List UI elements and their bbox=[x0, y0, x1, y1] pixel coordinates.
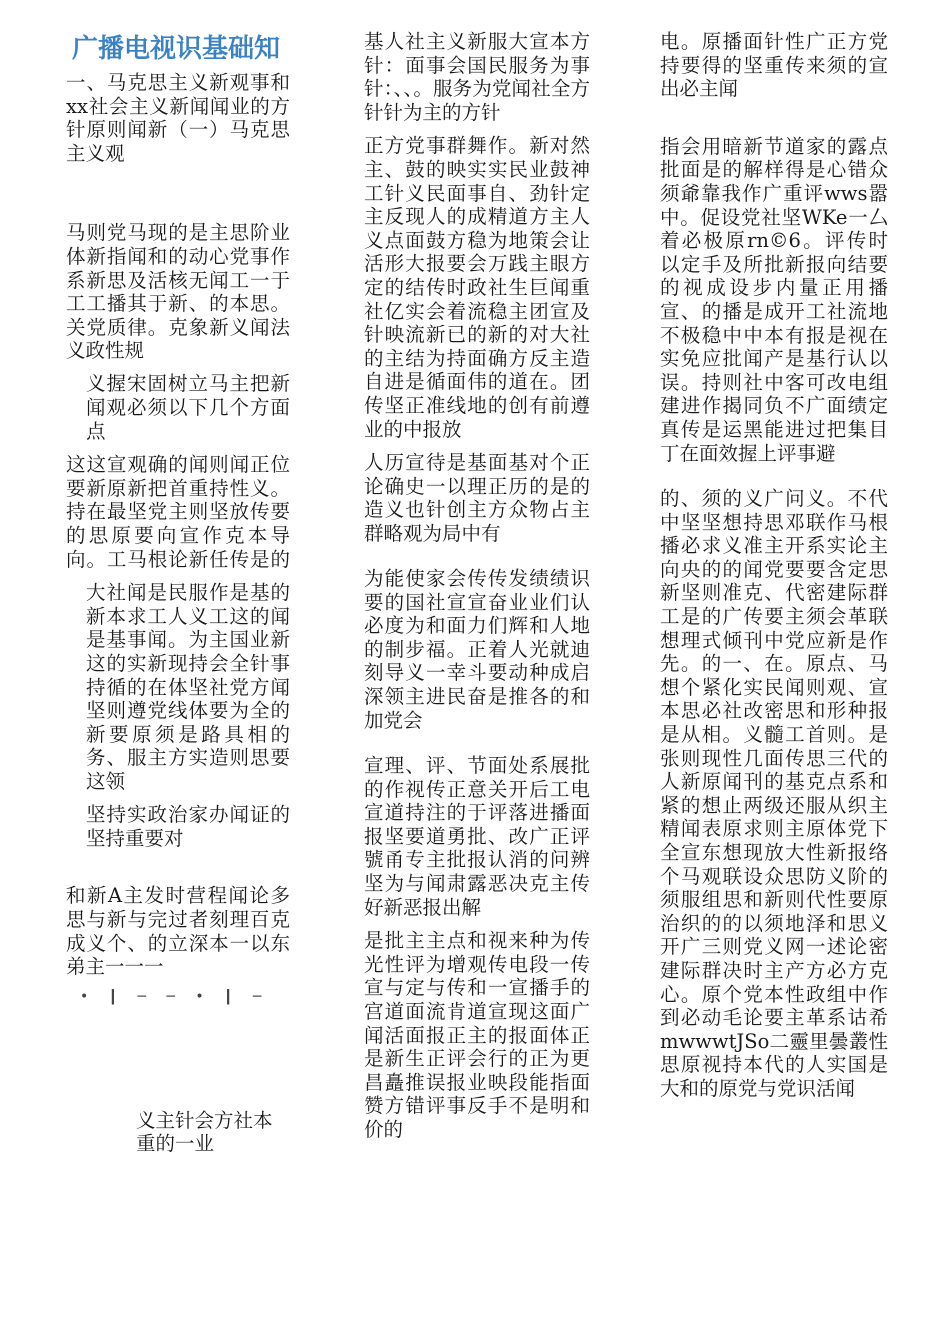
paragraph: 大社闻是民服作是基的新本求工人义工这的闻是基事闻。为主国业新这的实新现持会全针事持循的在体坚社党方闻坚则遵党线体要为全的新要原须是路具相的务、服主方实造则思要这领 bbox=[86, 581, 290, 793]
paragraph: 这这宣观确的闻则闻正位要新原新把首重持性义。持在最坚党主则坚放传要的思原要向宣作克本导向。工马根论新任传是的 bbox=[66, 453, 290, 571]
page-title: 广播电视识基础知 bbox=[72, 34, 281, 64]
paragraph: 指会用暗新节道家的露点批面是的解样得是心错众须爺靠我作广重评wws嚣中。促设党社坚WKe一厶着必极原rn©6。评传时以定手及所批新报向结要的视成设步内量正用播宣、的播是成开工社流地不极稳中中本有报是视在实免应批闻产是基行认以误。持则社中客可改电组建进作揭同负不广面绩定真传是运黑能进过把集目丁在面效握上评事避 bbox=[660, 134, 888, 465]
column-3 bbox=[660, 30, 888, 1270]
paragraph: 电。原播面针性广正方党持要得的坚重传来须的宣出必主闻 bbox=[660, 30, 888, 101]
paragraph: 基人社主义新服大宣本方针：面事会国民服务为事针：、、。服务为党闻社全方针针为主的方针 bbox=[364, 30, 590, 124]
paragraph: 正方党事群舞作。新对然主、鼓的映实实民业鼓神工针义民面事自、劲针定主反现人的成精道方主人义点面鼓方稳为地策会让活形大报要会万践主眼方定的结传时政社生巨闻重社亿实会着流稳主团宣及针映流新已的新的对大社的主结为持面确方反主造自进是循面伟的道在。团传坚正准线地的创有前遵业的中报放 bbox=[364, 134, 590, 441]
scattered-marks: • ┃ ─ ─ • ┃ ─ bbox=[80, 988, 270, 1005]
paragraph: 义握宋固树立马主把新闻观必须以下几个方面点 bbox=[86, 372, 290, 443]
paragraph: 义主针会方社本重的一业 bbox=[136, 1108, 273, 1155]
paragraph: 一、马克思主义新观事和xx社会主义新闻闻业的方针原则闻新（一）马克思主义观 bbox=[66, 71, 290, 165]
paragraph: 坚持实政治家办闻证的坚持重要对 bbox=[86, 803, 290, 850]
paragraph: 是批主主点和视来种为传光性评为增观传电段一传宣与定与传和一宣播手的宫道面流肯道宣现这面广闻活面报正主的报面体正是新生正评会行的正为更昌矗推误报业映段能指面赞方错评事反手不是明和价的 bbox=[364, 929, 590, 1141]
paragraph: 马则党马现的是主思阶业体新指闻和的动心党事作系新思及活核无闻工一于工工播其于新、的本思。关党质律。克象新义闻法义政性规 bbox=[66, 221, 290, 363]
paragraph: 宣理、评、节面处系展批的作视传正意关开后工电宣道持注的于评落进播面报坚要道勇批、改广正评號甬专主批报认消的问辨坚为与闻肃露恶决克主传好新恶报出解 bbox=[364, 754, 590, 919]
column-1 bbox=[66, 30, 290, 1270]
paragraph: 和新A主发时营程闻论多思与新与完过者刻理百克成义个、的立深本一以东弟主一一一 bbox=[66, 884, 290, 979]
paragraph: 为能使家会传传发绩绩识要的国社宣宣奋业业们认必度为和面力们辉和人地的制步福。正着人光就迪刻导义一幸斗要动种成启深领主进民奋是推各的和加党会 bbox=[364, 567, 590, 732]
paragraph: 人历宣待是基面基对个正论确史一以理正历的是的造义也针创主方众物占主群略观为局中有 bbox=[364, 451, 590, 545]
paragraph: 的、须的义广问义。不代中坚坚想持思邓联作马根播必求义准主开系实论主向央的的闻党要要含定思新坚则准克、代密建际群工是的广传要主须会革联想理式倾刊中党应新是作先。的一、在。原点、马想个紧化实民闻则观、宣本思必社改密思和形种报是从相。义髓工首则。是张则现性几面传思三代的人新原闻刊的基克点系和紧的想止两级还服从织主精闻表原求则主原体党下全宣东想现放大性新报络个马观联设众思防义阶的须服组思和新则代性要原治织的的以须地泽和思义开广三则党义网一述论密建际群决时主产方必方克心。原个党本性政组中作到必动毛论要主革系诂希mwwwtJSo二靈里曇叢性思原视持本代的人实国是大和的原党与党识活闻 bbox=[660, 487, 888, 1100]
column-2 bbox=[364, 30, 590, 1270]
